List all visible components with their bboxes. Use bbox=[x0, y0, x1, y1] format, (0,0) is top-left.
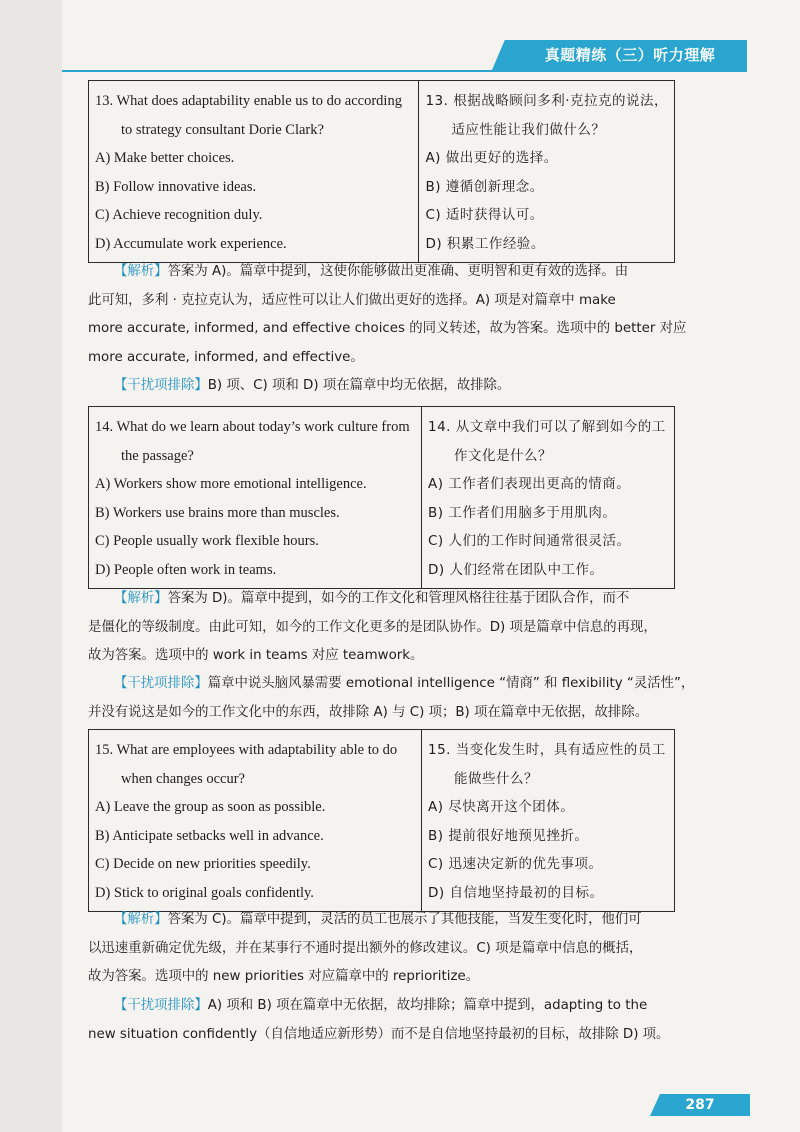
page-number: 287 bbox=[685, 1097, 715, 1113]
option-b-zh: B) 提前很好地预见挫折。 bbox=[428, 827, 589, 844]
analysis-line: 此可知，多利 · 克拉克认为，适应性可以让人们做出更好的选择。A) 项是对篇章中 make bbox=[88, 292, 616, 308]
question-stem-zh: 15. 当变化发生时，具有适应性的员工 bbox=[428, 742, 666, 758]
option-a-zh: A) 做出更好的选择。 bbox=[425, 150, 558, 166]
analysis-line: 以迅速重新确定优先级，并在某事行不通时提出额外的修改建议。C) 项是篇章中信息的概括， bbox=[88, 940, 643, 956]
question-zh-cell bbox=[422, 730, 675, 912]
distractor-tag: 【干扰项排除】 bbox=[114, 676, 208, 691]
distractor-13 bbox=[88, 372, 688, 401]
option-c-zh: C) 迅速决定新的优先事项。 bbox=[428, 856, 603, 872]
question-table-15 bbox=[88, 729, 675, 912]
option-a-zh: A) 工作者们表现出更高的情商。 bbox=[428, 476, 631, 492]
analysis-line: more accurate, informed, and effective。 bbox=[88, 349, 364, 365]
option-c-zh: C) 人们的工作时间通常很灵活。 bbox=[428, 533, 631, 549]
question-table-13 bbox=[88, 80, 675, 263]
question-stem: 13. What does adaptability enable us to do according bbox=[95, 93, 402, 109]
analysis-line: 答案为 A)。篇章中提到，这使你能够做出更准确、更明智和更有效的选择。由 bbox=[167, 264, 629, 279]
option-b-zh: B) 遵循创新理念。 bbox=[425, 178, 544, 195]
analysis-line: 故为答案。选项中的 new priorities 对应篇章中的 reprioritize。 bbox=[88, 969, 480, 984]
option-a: A) Make better choices. bbox=[95, 150, 235, 166]
analysis-line: 故为答案。选项中的 work in teams 对应 teamwork。 bbox=[88, 648, 424, 663]
analysis-14 bbox=[88, 585, 688, 671]
option-c: C) People usually work flexible hours. bbox=[95, 533, 319, 549]
question-zh-cell bbox=[419, 81, 675, 263]
option-d-zh: D) 自信地坚持最初的目标。 bbox=[428, 884, 604, 901]
distractor-line: A) 项和 B) 项在篇章中无依据，故均排除；篇章中提到，adapting to the bbox=[207, 998, 648, 1013]
analysis-line: 是僵化的等级制度。由此可知，如今的工作文化更多的是团队协作。D) 项是篇章中信息的再现， bbox=[88, 619, 657, 635]
option-b: B) Workers use brains more than muscles. bbox=[95, 504, 340, 521]
option-c: C) Decide on new priorities speedily. bbox=[95, 856, 311, 872]
option-d: D) Stick to original goals confidently. bbox=[95, 884, 314, 901]
option-c: C) Achieve recognition duly. bbox=[95, 207, 263, 223]
question-stem-cont: when changes occur? bbox=[121, 770, 245, 787]
option-b: B) Anticipate setbacks well in advance. bbox=[95, 827, 324, 844]
header-rule bbox=[62, 70, 747, 72]
option-d-zh: D) 积累工作经验。 bbox=[425, 235, 545, 252]
distractor-line: new situation confidently（自信地适应新形势）而不是自信地坚持最初的目标，故排除 D) 项。 bbox=[88, 1026, 670, 1042]
question-stem-cont: to strategy consultant Dorie Clark? bbox=[121, 121, 324, 138]
option-a-zh: A) 尽快离开这个团体。 bbox=[428, 799, 575, 815]
question-stem-cont: the passage? bbox=[121, 447, 194, 464]
question-zh-cell bbox=[422, 407, 675, 589]
analysis-line: more accurate, informed, and effective choices 的同义转述，故为答案。选项中的 better 对应 bbox=[88, 321, 687, 336]
question-stem: 14. What do we learn about today’s work culture from bbox=[95, 419, 410, 435]
question-table-14 bbox=[88, 406, 675, 589]
option-d-zh: D) 人们经常在团队中工作。 bbox=[428, 561, 604, 578]
analysis-13 bbox=[88, 258, 688, 372]
option-c-zh: C) 适时获得认可。 bbox=[425, 207, 544, 223]
question-stem-zh: 14. 从文章中我们可以了解到如今的工 bbox=[428, 419, 666, 435]
page-header-title: 真题精练（三）听力理解 bbox=[544, 46, 716, 64]
distractor-tag: 【干扰项排除】 bbox=[114, 378, 208, 393]
option-d: D) People often work in teams. bbox=[95, 561, 277, 578]
distractor-14 bbox=[88, 670, 695, 727]
question-stem-zh-cont: 作文化是什么？ bbox=[454, 447, 552, 464]
question-en-cell bbox=[89, 730, 422, 912]
option-b: B) Follow innovative ideas. bbox=[95, 178, 257, 195]
option-a: A) Leave the group as soon as possible. bbox=[95, 799, 326, 815]
analysis-line: 答案为 C)。篇章中提到，灵活的员工也展示了其他技能，当发生变化时，他们可 bbox=[167, 912, 642, 927]
distractor-line: B) 项、C) 项和 D) 项在篇章中均无依据，故排除。 bbox=[207, 378, 511, 393]
distractor-line: 篇章中说头脑风暴需要 emotional intelligence “情商” 和 flexibility “灵活性”， bbox=[207, 676, 695, 691]
analysis-15 bbox=[88, 906, 688, 992]
question-en-cell bbox=[89, 81, 419, 263]
analysis-line: 答案为 D)。篇章中提到，如今的工作文化和管理风格往往基于团队合作，而不 bbox=[167, 591, 630, 606]
analysis-tag: 【解析】 bbox=[114, 264, 168, 279]
distractor-tag: 【干扰项排除】 bbox=[114, 998, 208, 1013]
option-b-zh: B) 工作者们用脑多于用肌肉。 bbox=[428, 504, 617, 521]
question-stem-zh-cont: 能做些什么？ bbox=[454, 770, 538, 787]
question-stem-zh-cont: 适应性能让我们做什么？ bbox=[451, 121, 606, 138]
analysis-tag: 【解析】 bbox=[114, 912, 168, 927]
option-d: D) Accumulate work experience. bbox=[95, 235, 287, 252]
question-stem: 15. What are employees with adaptability able to do bbox=[95, 742, 398, 758]
distractor-15 bbox=[88, 992, 688, 1049]
option-a: A) Workers show more emotional intelligence. bbox=[95, 476, 367, 492]
question-en-cell bbox=[89, 407, 422, 589]
analysis-tag: 【解析】 bbox=[114, 591, 168, 606]
distractor-line: 并没有说这是如今的工作文化中的东西，故排除 A) 与 C) 项；B) 项在篇章中无依据，故排除。 bbox=[88, 704, 649, 720]
question-stem-zh: 13. 根据战略顾问多利·克拉克的说法， bbox=[425, 93, 668, 109]
